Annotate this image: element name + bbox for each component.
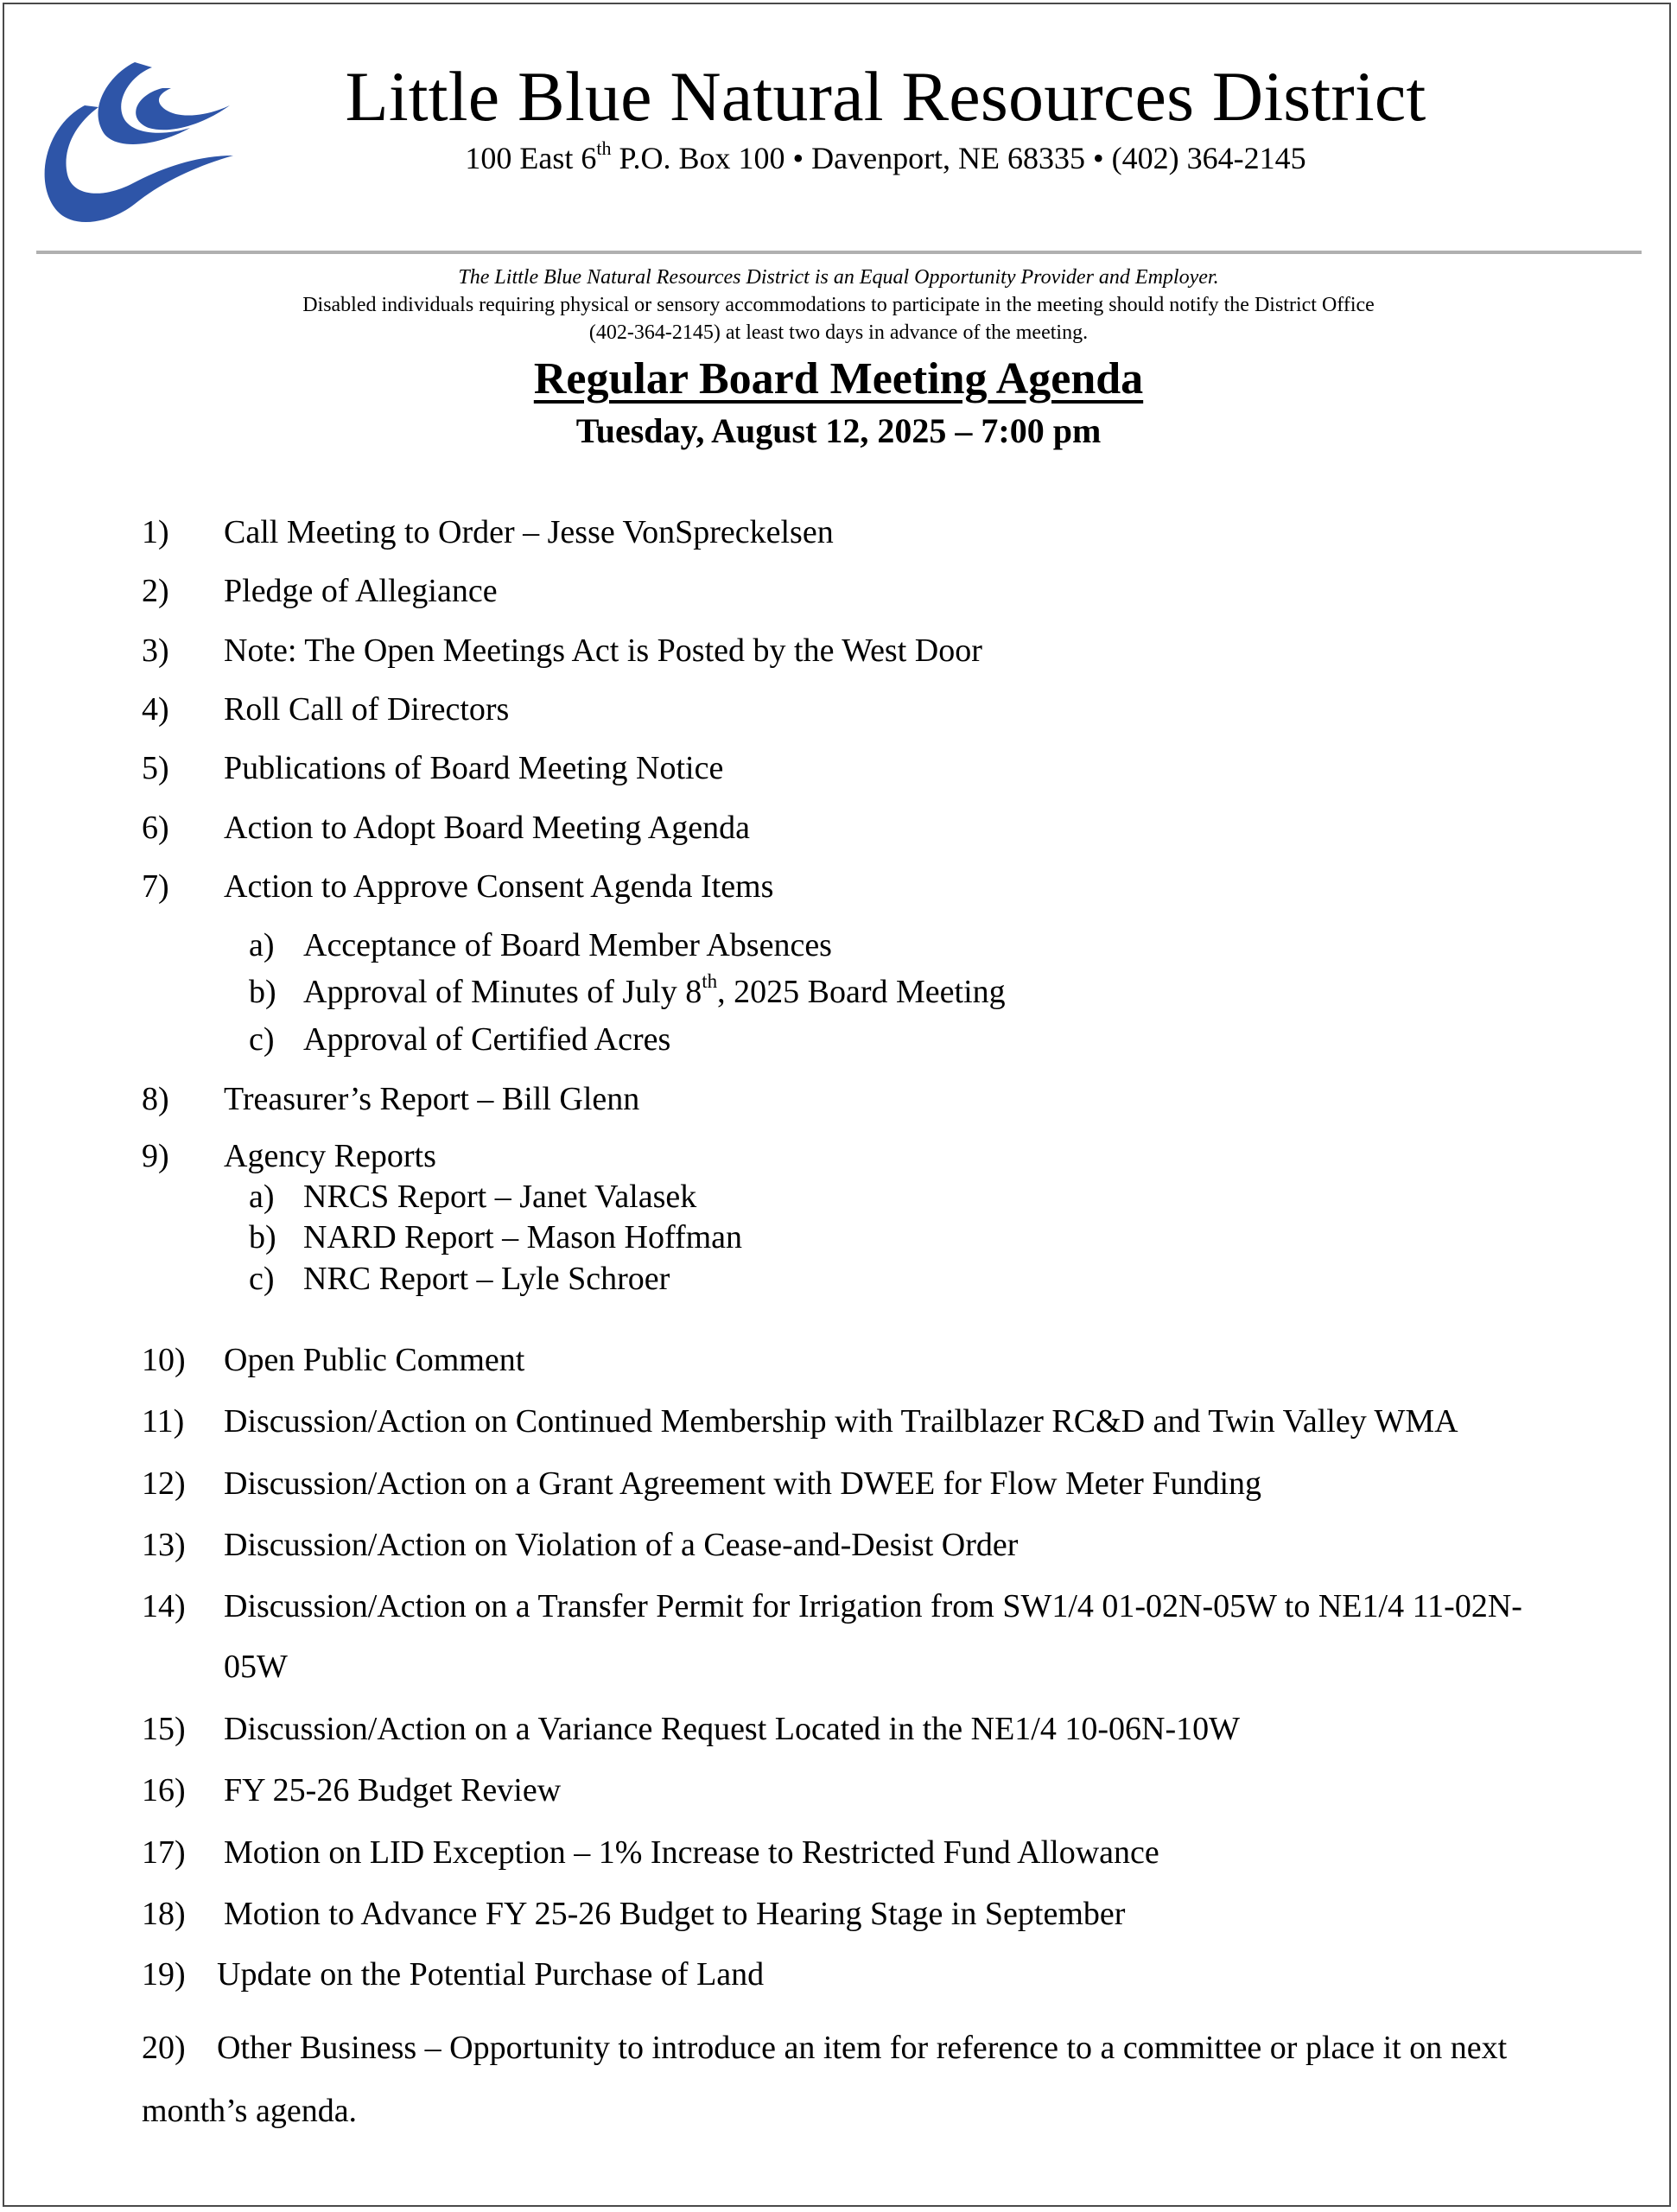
meeting-date: Tuesday, August 12, 2025 – 7:00 pm: [575, 411, 1102, 450]
equal-opportunity-notice: The Little Blue Natural Resources District is an Equal Opportunity Provider and Employer.: [458, 266, 1219, 289]
header-divider: [36, 251, 1642, 254]
accommodation-line-1: Disabled individuals requiring physical or sensory accommodations to participate in the meeting should notify the District Office: [302, 294, 1375, 316]
accommodation-notice: [0, 291, 1677, 346]
accommodation-line-2: (402-364-2145) at least two days in advance of the meeting.: [588, 321, 1089, 344]
agenda-item-continuation: month’s agenda.: [142, 2093, 358, 2129]
org-address: 100 East 6th P.O. Box 100 • Davenport, NE 68335 • (402) 364-2145: [465, 137, 1306, 175]
agenda-title: Regular Board Meeting Agenda: [533, 354, 1144, 404]
agenda-item-continuation: 05W: [224, 1649, 288, 1685]
org-name: Little Blue Natural Resources District: [345, 57, 1426, 136]
